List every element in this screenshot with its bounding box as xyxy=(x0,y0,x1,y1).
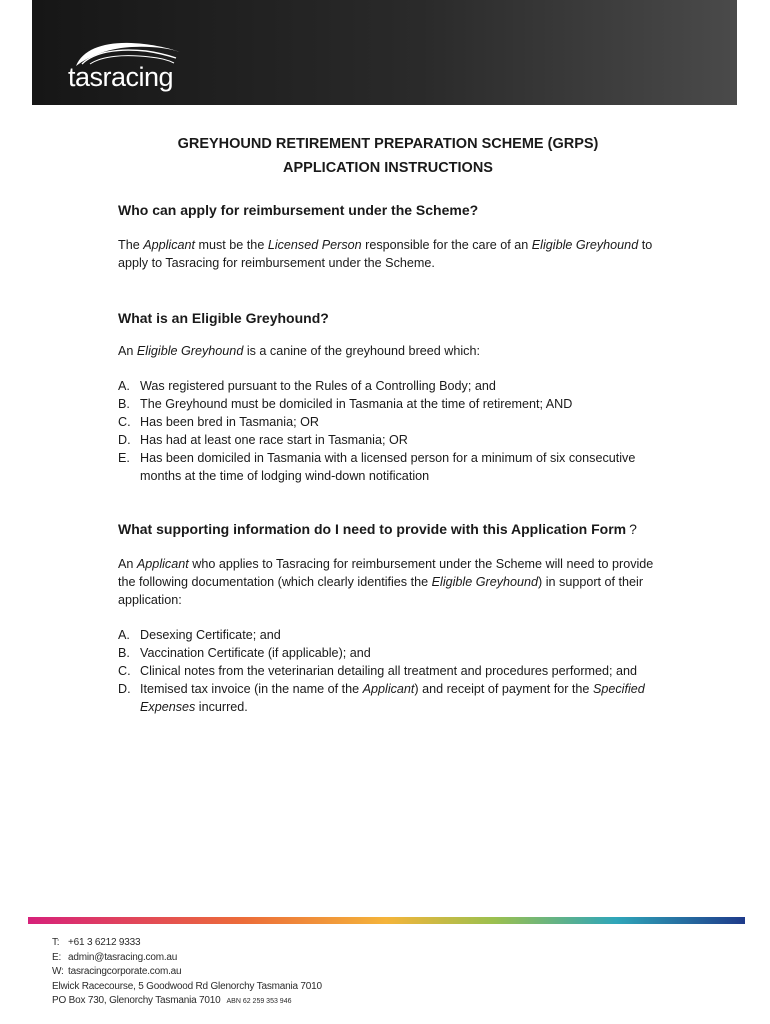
text-run: Itemised tax invoice (in the name of the xyxy=(140,682,363,696)
list-item xyxy=(118,377,658,395)
section-who-can-apply xyxy=(118,200,658,272)
list-item-text: Desexing Certificate; and xyxy=(140,628,281,642)
text-run: is a canine of the greyhound breed which: xyxy=(243,344,480,358)
list-item xyxy=(118,449,658,485)
italic-term: Applicant xyxy=(136,557,189,571)
contact-web xyxy=(52,965,322,980)
italic-term: Applicant xyxy=(362,682,415,696)
section-heading: Who can apply for reimbursement under the Scheme? xyxy=(118,202,479,218)
po-box: PO Box 730, Glenorchy Tasmania 7010 xyxy=(52,995,221,1006)
list-item xyxy=(118,626,658,644)
list-item-text: Has had at least one race start in Tasmania; OR xyxy=(140,433,408,447)
list-item xyxy=(118,662,658,680)
list-marker: C. xyxy=(118,664,131,678)
text-run: must be the xyxy=(195,238,268,252)
heading-text: What supporting information do I need to provide with this Application Form xyxy=(118,521,627,537)
list-marker: C. xyxy=(118,415,131,429)
list-marker: B. xyxy=(118,397,130,411)
title-line-1: GREYHOUND RETIREMENT PREPARATION SCHEME (GRPS) xyxy=(177,136,599,152)
list-item-text: Vaccination Certificate (if applicable); and xyxy=(140,646,371,660)
text-run: An xyxy=(118,344,137,358)
italic-term: Eligible Greyhound xyxy=(136,344,244,358)
list-marker: D. xyxy=(118,433,131,447)
section-supporting-information xyxy=(118,519,658,716)
italic-term: Applicant xyxy=(143,238,196,252)
header-banner xyxy=(32,0,737,105)
email-address: admin@tasracing.com.au xyxy=(68,951,178,963)
italic-term: Specified Expenses xyxy=(140,682,645,714)
text-run: to apply to Tasracing for reimbursement under the Scheme. xyxy=(118,238,653,270)
section-paragraph xyxy=(118,236,658,272)
text-run: incurred. xyxy=(195,700,248,714)
phone-number: +61 3 6212 9333 xyxy=(68,937,141,948)
text-run: An xyxy=(118,557,137,571)
heading-question-mark: ? xyxy=(629,521,637,537)
eligibility-list xyxy=(118,377,658,485)
list-marker: A. xyxy=(118,628,130,642)
italic-term: Licensed Person xyxy=(267,238,362,252)
list-marker: A. xyxy=(118,379,130,393)
contact-pobox xyxy=(52,994,322,1010)
section-paragraph xyxy=(118,555,658,609)
title-line-2: APPLICATION INSTRUCTIONS xyxy=(283,160,493,176)
website: tasracingcorporate.com.au xyxy=(68,966,182,977)
list-item-text: The Greyhound must be domiciled in Tasmania at the time of retirement; AND xyxy=(140,397,573,411)
contact-label: W: xyxy=(52,966,64,977)
footer-color-bar xyxy=(28,917,745,924)
contact-label: E: xyxy=(52,951,62,963)
document-body xyxy=(118,132,658,716)
section-paragraph xyxy=(118,342,658,360)
contact-phone xyxy=(52,936,322,951)
list-item-text: Has been domiciled in Tasmania with a licensed person for a minimum of six consecutive months at the time of lodging wind-down notification xyxy=(140,451,636,483)
documentation-list xyxy=(118,626,658,716)
contact-address: Elwick Racecourse, 5 Goodwood Rd Glenorchy Tasmania 7010 xyxy=(52,980,322,992)
list-marker: B. xyxy=(118,646,130,660)
italic-term: Eligible Greyhound xyxy=(531,238,639,252)
text-run: who applies to Tasracing for reimbursement under the Scheme will need to provide the following documentation (which clearly identifies the xyxy=(118,557,654,589)
tasracing-logo-text: tasracing xyxy=(68,62,174,92)
document-title xyxy=(118,132,658,180)
abn-number: ABN 62 259 353 946 xyxy=(226,998,292,1005)
text-run: ) and receipt of payment for the xyxy=(414,682,593,696)
list-item xyxy=(118,395,658,413)
list-marker: E. xyxy=(118,451,130,465)
list-item-text: Was registered pursuant to the Rules of a Controlling Body; and xyxy=(140,379,496,393)
italic-term: Eligible Greyhound xyxy=(431,575,539,589)
list-item xyxy=(118,644,658,662)
text-run: responsible for the care of an xyxy=(361,238,532,252)
list-marker: D. xyxy=(118,682,131,696)
text-run: ) in support of their application: xyxy=(118,575,644,607)
list-item xyxy=(118,680,658,716)
list-item xyxy=(118,431,658,449)
footer-contact xyxy=(52,936,322,1010)
contact-label: T: xyxy=(52,937,60,948)
section-eligible-greyhound xyxy=(118,308,658,485)
section-heading xyxy=(118,519,658,539)
text-run: The xyxy=(118,238,144,252)
section-heading: What is an Eligible Greyhound? xyxy=(118,310,329,326)
contact-email xyxy=(52,951,322,966)
list-item-text: Clinical notes from the veterinarian detailing all treatment and procedures performed; and xyxy=(140,664,638,678)
list-item-text: Has been bred in Tasmania; OR xyxy=(140,415,319,429)
list-item xyxy=(118,413,658,431)
